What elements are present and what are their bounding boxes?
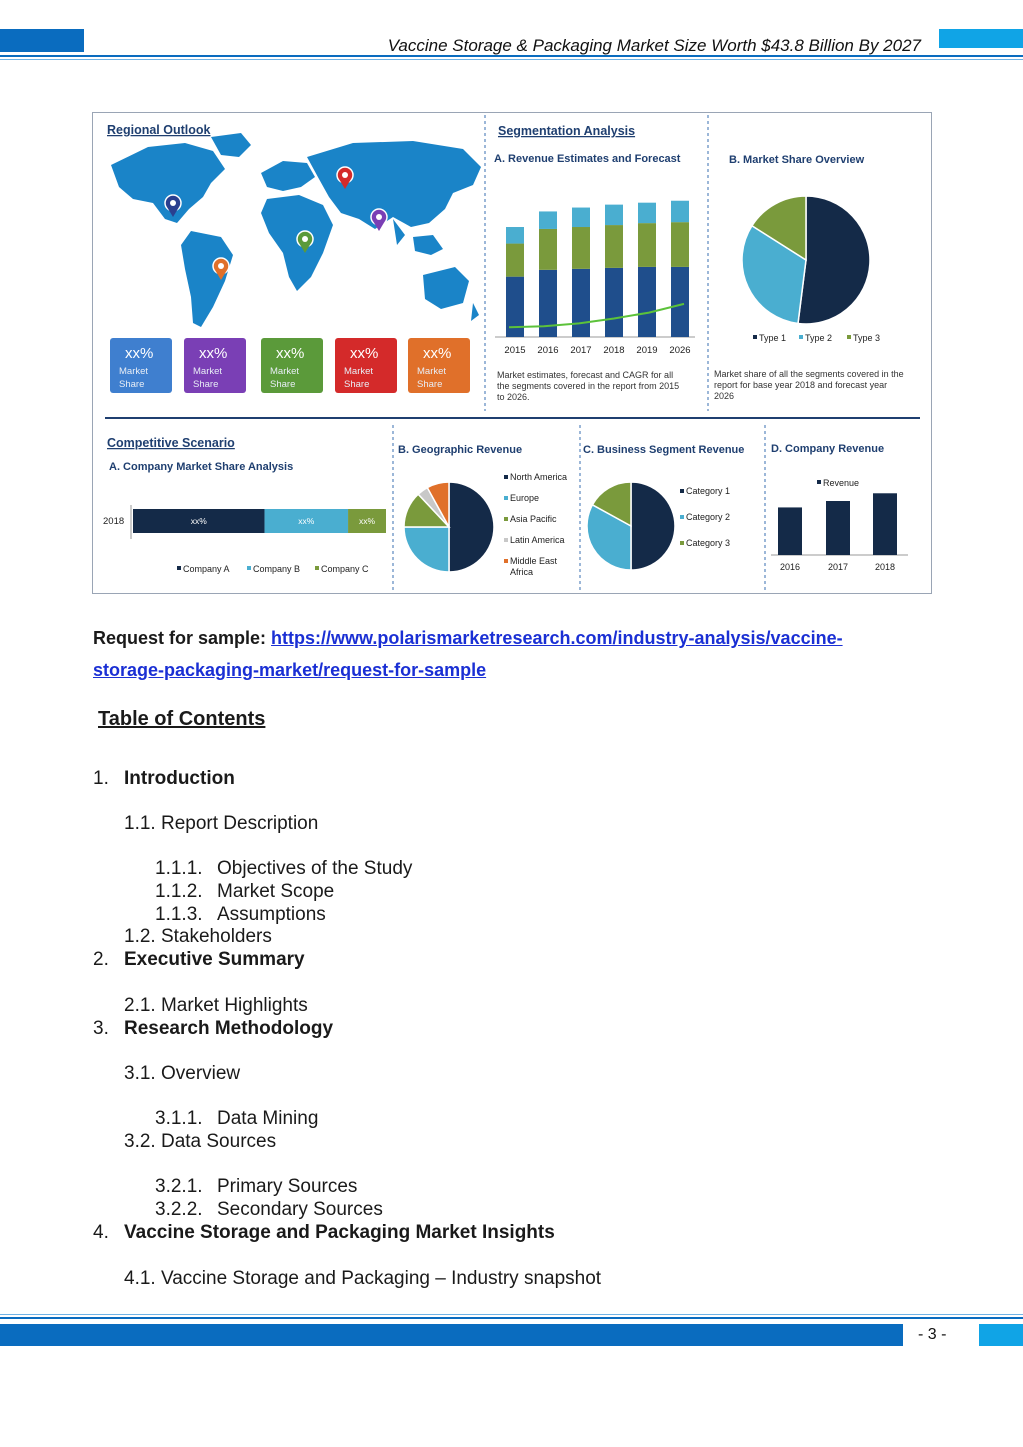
revenue-bar-segment xyxy=(605,205,623,225)
revenue-bar-segment xyxy=(506,227,524,244)
revenue-bar-segment xyxy=(605,225,623,268)
toc-item-number: 4. xyxy=(93,1222,109,1243)
revenue-bar-segment xyxy=(572,208,590,227)
share-legend-swatch xyxy=(847,335,851,339)
toc-item-text: 3.1. Overview xyxy=(124,1063,241,1084)
toc-item-text: Executive Summary xyxy=(124,949,305,970)
market-infographic xyxy=(92,112,932,594)
toc-item-number: 1. xyxy=(93,768,109,789)
share-caption-line-2: report for base year 2018 and forecast year xyxy=(714,380,888,390)
toc-item-text: Primary Sources xyxy=(217,1176,358,1197)
request-link[interactable]: https://www.polarismarketresearch.com/industry-analysis/vaccine- xyxy=(271,628,843,648)
revenue-tick-label: 2015 xyxy=(504,345,526,356)
company-revenue-title: D. Company Revenue xyxy=(771,443,885,455)
request-link-continued[interactable]: storage-packaging-market/request-for-sample xyxy=(93,660,487,680)
share-legend-label: Type 2 xyxy=(805,333,833,343)
toc-item-number: 2. xyxy=(93,949,109,970)
toc-item-text: 1.2. Stakeholders xyxy=(124,926,272,947)
market-share-pie xyxy=(742,196,880,343)
toc-item-text: 2.1. Market Highlights xyxy=(124,995,308,1016)
revenue-bar-segment xyxy=(638,223,656,267)
company-legend-swatch xyxy=(247,566,251,570)
toc-item-number: 1.1.3. xyxy=(155,904,203,925)
geo-legend-label: Africa xyxy=(510,567,534,577)
geo-legend-swatch xyxy=(504,538,508,542)
toc-item-text: Objectives of the Study xyxy=(217,858,413,879)
revenue-bar-segment xyxy=(638,267,656,337)
company-legend-swatch xyxy=(315,566,319,570)
revenue-trend-line xyxy=(509,304,684,327)
geo-pie-slice xyxy=(404,527,449,572)
revenue-caption xyxy=(497,370,679,402)
toc-item-text: Data Mining xyxy=(217,1108,319,1129)
share-legend-label: Type 1 xyxy=(759,333,787,343)
business-legend-label: Category 1 xyxy=(686,486,731,496)
revenue-bar-segment xyxy=(539,211,557,229)
share-caption-line-1: Market share of all the segments covered in the xyxy=(714,369,904,379)
toc-item-text: Research Methodology xyxy=(124,1018,334,1039)
header-bar-left xyxy=(0,29,84,52)
toc-item-number: 1.1.1. xyxy=(155,858,203,879)
business-legend-swatch xyxy=(680,489,684,493)
region-badge-value: xx% xyxy=(423,345,452,362)
revenue-caption-line-2: the segments covered in the report from 2015 xyxy=(497,381,680,391)
header-title: Vaccine Storage & Packaging Market Size Worth $43.8 Billion By 2027 xyxy=(387,36,921,55)
geo-legend-label: Latin America xyxy=(510,535,565,545)
toc-item-text: Introduction xyxy=(124,768,235,789)
company-revenue-bar xyxy=(826,501,850,555)
region-badge-label: Market xyxy=(270,366,300,377)
toc-item-text: Secondary Sources xyxy=(217,1199,383,1220)
revenue-bar-segment xyxy=(506,244,524,277)
revenue-tick-label: 2017 xyxy=(570,345,592,356)
region-badge-label: Share xyxy=(344,379,370,390)
footer-rule-thin xyxy=(0,1314,1023,1315)
region-badge-label: Market xyxy=(417,366,447,377)
segmentation-title: Segmentation Analysis xyxy=(498,124,636,138)
region-share-badges xyxy=(110,338,470,393)
region-badge-value: xx% xyxy=(350,345,379,362)
geo-legend-label: North America xyxy=(510,472,568,482)
region-badge-value: xx% xyxy=(199,345,228,362)
request-sample xyxy=(93,622,933,686)
company-revenue-tick: 2018 xyxy=(874,562,896,572)
market-share-title: B. Market Share Overview xyxy=(729,154,865,166)
toc-item-text: 4.1. Vaccine Storage and Packaging – Industry snapshot xyxy=(124,1268,602,1289)
header-rule-thin xyxy=(0,59,1023,60)
share-legend-label: Type 3 xyxy=(853,333,881,343)
geo-legend-label: Asia Pacific xyxy=(510,514,557,524)
header-bar-right xyxy=(939,29,1023,48)
regional-outlook-title: Regional Outlook xyxy=(107,123,211,137)
revenue-estimates-title: A. Revenue Estimates and Forecast xyxy=(494,153,681,165)
geographic-revenue-pie xyxy=(404,472,567,577)
competitive-title: Competitive Scenario xyxy=(107,436,235,450)
share-caption-line-3: 2026 xyxy=(714,391,735,401)
geographic-revenue-title: B. Geographic Revenue xyxy=(398,444,523,456)
company-share-title: A. Company Market Share Analysis xyxy=(109,461,294,473)
company-revenue-legend-swatch xyxy=(817,480,821,484)
company-bar-label: xx% xyxy=(190,516,207,526)
company-legend-label: Company A xyxy=(183,564,230,574)
share-legend-swatch xyxy=(799,335,803,339)
region-badge-label: Market xyxy=(344,366,374,377)
toc-title: Table of Contents xyxy=(98,708,266,730)
business-pie-slice xyxy=(631,482,675,570)
geo-legend-label: Europe xyxy=(510,493,540,503)
revenue-bar-segment xyxy=(572,269,590,337)
footer-rule xyxy=(0,1317,1023,1319)
company-legend-label: Company B xyxy=(253,564,301,574)
geo-legend-swatch xyxy=(504,475,508,479)
toc-item-text: Vaccine Storage and Packaging Market Insights xyxy=(124,1222,555,1243)
revenue-tick-label: 2026 xyxy=(669,345,691,356)
revenue-bar-segment xyxy=(605,268,623,337)
company-legend-swatch xyxy=(177,566,181,570)
toc-item-number: 1.1.2. xyxy=(155,881,203,902)
company-legend-label: Company C xyxy=(321,564,369,574)
region-badge-label: Share xyxy=(417,379,443,390)
company-bar-label: xx% xyxy=(358,516,376,526)
region-badge-label: Share xyxy=(193,379,219,390)
geo-legend-swatch xyxy=(504,559,508,563)
geo-legend-swatch xyxy=(504,517,508,521)
revenue-forecast-chart xyxy=(495,201,695,356)
revenue-bar-segment xyxy=(671,201,689,222)
share-caption xyxy=(714,369,904,401)
region-badge-value: xx% xyxy=(276,345,305,362)
company-revenue-tick: 2016 xyxy=(779,562,801,572)
toc-item-text: 3.2. Data Sources xyxy=(124,1131,277,1152)
company-revenue-chart xyxy=(771,478,908,572)
revenue-bar-segment xyxy=(671,267,689,337)
geo-legend-swatch xyxy=(504,496,508,500)
company-bar-category: 2018 xyxy=(103,516,125,527)
page-number: - 3 - xyxy=(918,1326,947,1343)
business-legend-label: Category 3 xyxy=(686,538,731,548)
toc-item-text: Assumptions xyxy=(217,904,326,925)
world-map xyxy=(111,133,481,327)
revenue-bar-segment xyxy=(539,229,557,270)
toc-item-number: 3.2.2. xyxy=(155,1199,203,1220)
toc-item-text: 1.1. Report Description xyxy=(124,813,319,834)
company-revenue-bar xyxy=(873,493,897,555)
revenue-bar-segment xyxy=(638,203,656,223)
toc-item-number: 3.1.1. xyxy=(155,1108,203,1129)
geo-pie-slice xyxy=(449,482,494,572)
toc-item-text: Market Scope xyxy=(217,881,335,902)
infographic-canvas xyxy=(93,113,931,593)
share-pie-slice xyxy=(798,196,870,324)
region-badge-label: Market xyxy=(119,366,149,377)
share-legend-swatch xyxy=(753,335,757,339)
region-badge-label: Share xyxy=(270,379,296,390)
business-legend-swatch xyxy=(680,541,684,545)
company-revenue-bar xyxy=(778,507,802,555)
company-revenue-legend-label: Revenue xyxy=(823,478,860,488)
business-segment-pie xyxy=(587,482,730,570)
business-legend-label: Category 2 xyxy=(686,512,731,522)
revenue-caption-line-1: Market estimates, forecast and CAGR for all xyxy=(497,370,674,380)
revenue-bar-segment xyxy=(671,222,689,267)
toc-item-number: 3. xyxy=(93,1018,109,1039)
business-segment-title: C. Business Segment Revenue xyxy=(583,444,745,456)
footer-bar xyxy=(0,1324,903,1346)
region-badge-label: Share xyxy=(119,379,145,390)
revenue-bar-segment xyxy=(572,227,590,269)
toc-item-number: 3.2.1. xyxy=(155,1176,203,1197)
company-share-bar xyxy=(103,505,386,574)
business-legend-swatch xyxy=(680,515,684,519)
revenue-tick-label: 2018 xyxy=(603,345,625,356)
revenue-tick-label: 2019 xyxy=(636,345,658,356)
company-revenue-tick: 2017 xyxy=(827,562,849,572)
geo-legend-label: Middle East xyxy=(510,556,558,566)
company-bar-label: xx% xyxy=(298,516,315,526)
revenue-caption-line-3: to 2026. xyxy=(497,392,530,402)
revenue-tick-label: 2016 xyxy=(537,345,559,356)
region-badge-value: xx% xyxy=(125,345,154,362)
region-badge-label: Market xyxy=(193,366,223,377)
footer-bar-right xyxy=(979,1324,1023,1346)
request-label: Request for sample: xyxy=(93,628,272,648)
